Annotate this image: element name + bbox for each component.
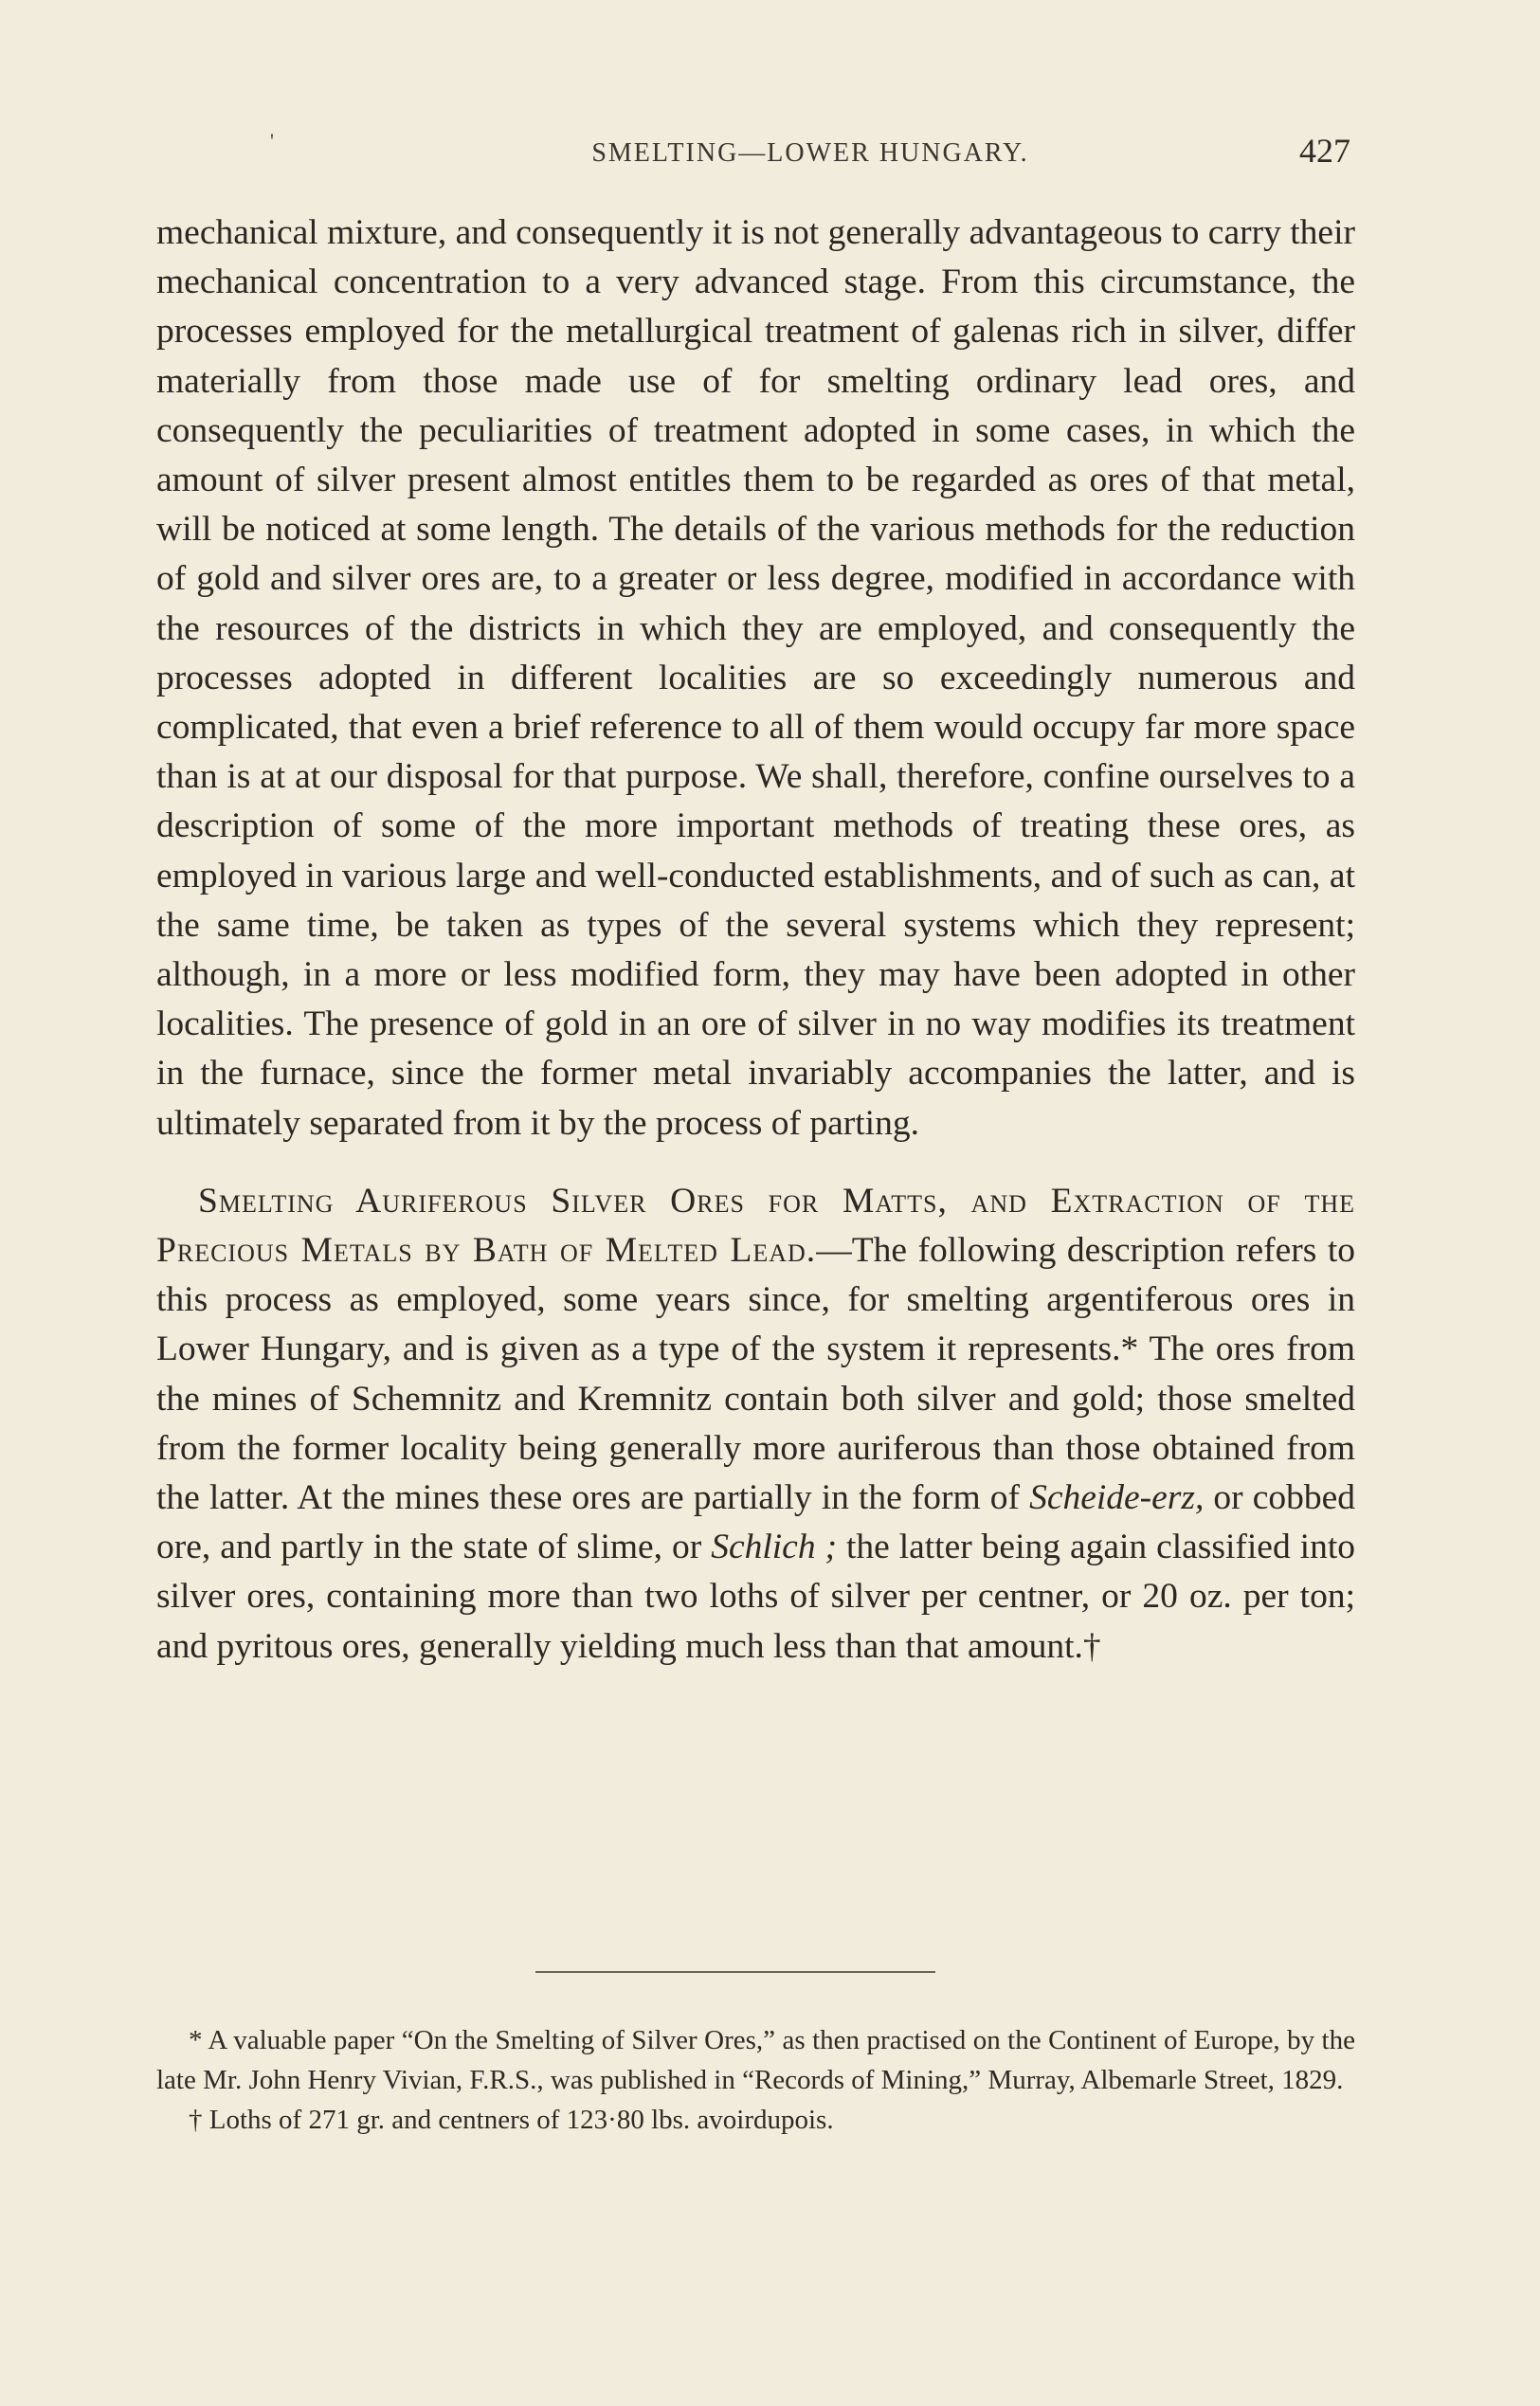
paragraph-text-b: or cobbed ore, and partly in the state of slime, or (156, 1478, 1355, 1567)
term-schlich: Schlich ; (711, 1528, 837, 1567)
term-scheide-erz: Scheide-erz, (1029, 1478, 1205, 1518)
paragraph-text-a: —The following description refers to this process as employed, some years since, for smelting argentiferous ores in Lower Hungary, and is given as a type of the system it represents.* The ores from the mines of Schemnitz and Kremnitz contain both silver and gold; those smelted from the former locality being generally more auriferous than those obtained from the latter. At the mines these ores are partially in the form of (156, 1231, 1355, 1518)
body-text (156, 208, 1355, 1672)
paragraph-smelting-auriferous (156, 1177, 1355, 1672)
footnote-asterisk: * A valuable paper “On the Smelting of Silver Ores,” as then practised on the Continent of Europe, by the late Mr. John Henry Vivian, F.R.S., was published in “Records of Mining,” Murray, Albemarle Street, 1829. (156, 2025, 1355, 2095)
paragraph-text-c: the latter being again classified into silver ores, containing more than two loths of silver per centner, or 20 oz. per ton; and pyritous ores, generally yielding much less than that amount.† (156, 1528, 1355, 1666)
section-heading: Smelting Auriferous Silver Ores for Matts, and Extraction of the Precious Metals by Bath of Melted Lead. (156, 1181, 1355, 1271)
footnote-rule (535, 1971, 935, 1973)
header-mark: ' (270, 129, 274, 153)
page-number: 427 (1299, 132, 1350, 170)
paragraph-continued: mechanical mixture, and consequently it is not generally advantageous to carry their mechanical concentration to a very advanced stage. From this circumstance, the processes employed for the metallurgical treatment of galenas rich in silver, differ materially from those made use of for smelting ordinary lead ores, and consequently the peculiarities of treatment adopted in some cases, in which the amount of silver present almost entitles them to be regarded as ores of that metal, will be noticed at some length. The details of the various methods for the reduction of gold and silver ores are, to a greater or less degree, modified in accordance with the resources of the districts in which they are employed, and consequently the processes adopted in different localities are so exceedingly numerous and complicated, that even a brief reference to all of them would occupy far more space than is at at our disposal for that purpose. We shall, therefore, confine ourselves to a description of some of the more important methods of treating these ores, as employed in various large and well-conducted establishments, and of such as can, at the same time, be taken as types of the several systems which they represent; although, in a more or less modified form, they may have been adopted in other localities. The presence of gold in an ore of silver in no way modifies its treatment in the furnace, since the former metal invariably accompanies the latter, and is ultimately separated from it by the process of parting. (156, 213, 1355, 1143)
running-head: SMELTING—LOWER HUNGARY. (591, 138, 1029, 168)
footnote-dagger: † Loths of 271 gr. and centners of 123·80 lbs. avoirdupois. (189, 2105, 834, 2135)
footnotes (156, 2020, 1355, 2140)
page-header (270, 129, 1350, 180)
